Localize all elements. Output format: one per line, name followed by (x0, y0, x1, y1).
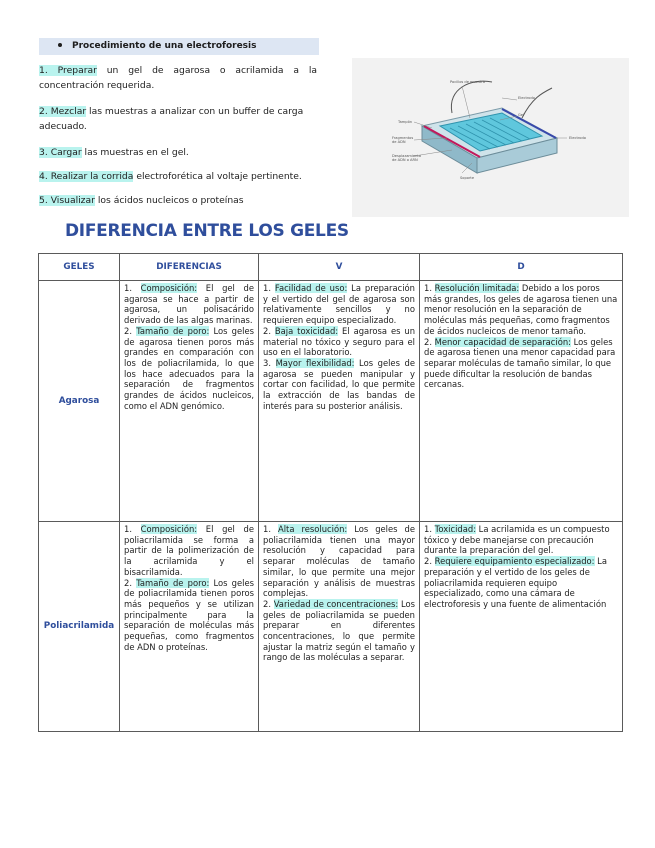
diagram-labels (352, 58, 629, 217)
table-row-poliacrilamida (39, 522, 623, 732)
step-1: 1. Preparar un gel de agarosa o acrilamida a la concentración requerida. (39, 65, 318, 91)
header-geles: GELES (39, 254, 120, 281)
disadvantages-cell: 1. Toxicidad: La acrilamida es un compuesto tóxico y debe manejarse con precaución durante la preparación del gel. 2. Requiere equipamiento especializado: La preparación y el vertido de los geles de poliacrilamida requieren equipo especializado, como una cámara de electroforesis y una fuente de alimentación (420, 522, 623, 732)
disadvantages-cell: 1. Resolución limitada: Debido a los poros más grandes, los geles de agarosa tienen una menor resolución en la separación de moléculas más pequeñas, como fragmentos de ácidos nucleicos de menor tamaño. 2. Menor capacidad de separación: Los geles de agarosa tienen una menor capacidad para separar moléculas de tamaño similar, lo que puede dificultar la resolución de bandas cercanas. (420, 281, 623, 522)
bullet-icon (58, 43, 62, 47)
diagram-label: Tampón (398, 120, 413, 124)
differences-cell: 1. Composición: El gel de agarosa se hace a partir de agarosa, un polisacárido derivado de las algas marinas. 2. Tamaño de poro: Los geles de agarosa tienen poros más grandes en comparación con los de poliacrilamida, lo que los hace adecuados para la separación de fragmentos grandes de ácidos nucleicos, como el ADN genómico. (120, 281, 259, 522)
diagram-label: Fragmentos de ADN (392, 136, 414, 144)
diagram-label: Soporte (460, 176, 475, 180)
step-3: 3. Cargar las muestras en el gel. (39, 147, 189, 158)
header-diferencias: DIFERENCIAS (120, 254, 259, 281)
differences-cell: 1. Composición: El gel de poliacrilamida se forma a partir de la polimerización de la acrilamida y el bisacrilamida. 2. Tamaño de poro: Los geles de poliacrilamida tienen poros más pequeños y se utilizan principalmente para la separación de moléculas más pequeñas, como fragmentos de ADN o proteínas. (120, 522, 259, 732)
header-ventajas: V (259, 254, 420, 281)
diagram-label: Gel (518, 113, 524, 117)
table-header-row (39, 254, 623, 281)
step-4: 4. Realizar la corrida electroforética al voltaje pertinente. (39, 171, 302, 182)
section-title: DIFERENCIA ENTRE LOS GELES (65, 221, 349, 241)
gel-comparison-table (38, 253, 623, 732)
gel-name: Poliacrilamida (39, 522, 120, 732)
diagram-label: Pocillos de muestra (450, 80, 486, 84)
advantages-cell: 1. Alta resolución: Los geles de poliacrilamida tienen una mayor resolución y capacidad para separar moléculas de tamaño similar, lo que permite una mejor separación y análisis de muestras complejas. 2. Variedad de concentraciones: Los geles de poliacrilamida se pueden preparar en diferentes concentraciones, lo que permite ajustar la matriz según el tamaño y rango de las moléculas a separar. (259, 522, 420, 732)
step-5: 5. Visualizar los ácidos nucleicos o proteínas (39, 195, 244, 206)
procedure-heading: Procedimiento de una electroforesis (39, 38, 319, 55)
electrophoresis-diagram (352, 58, 629, 217)
gel-name: Agarosa (39, 281, 120, 522)
diagram-label: Desplazamiento de ADN o ARN (392, 154, 422, 162)
diagram-label: Electrodo (518, 96, 535, 100)
table-row-agarosa (39, 281, 623, 522)
advantages-cell: 1. Facilidad de uso: La preparación y el vertido del gel de agarosa son relativamente sencillos y no requieren equipo especializado. 2. Baja toxicidad: El agarosa es un material no tóxico y seguro para el uso en el laboratorio. 3. Mayor flexibilidad: Los geles de agarosa se pueden manipular y cortar con facilidad, lo que permite la extracción de las bandas de interés para su posterior análisis. (259, 281, 420, 522)
diagram-label: Electrodo (569, 136, 586, 140)
header-desventajas: D (420, 254, 623, 281)
step-2: 2. Mezclar las muestras a analizar con un buffer de carga adecuado. (39, 106, 304, 132)
